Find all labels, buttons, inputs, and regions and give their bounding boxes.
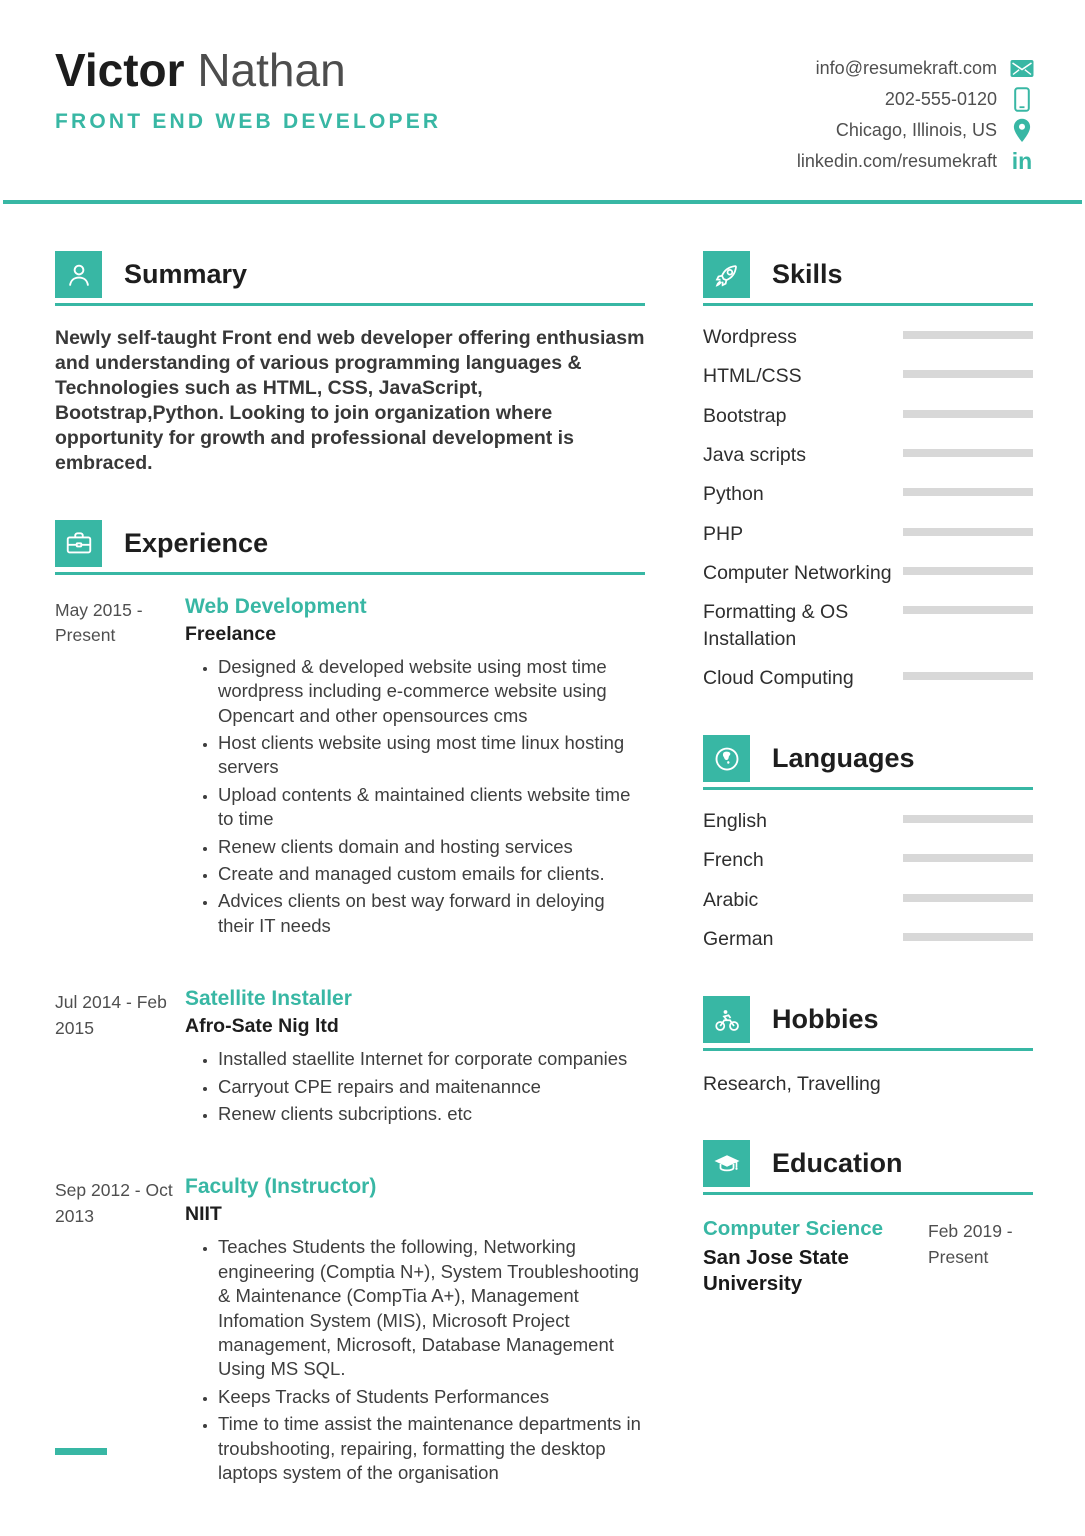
skill-row (703, 560, 1033, 586)
summary-section (55, 251, 645, 476)
job-bullet: • Create and managed custom emails for clients. (218, 862, 645, 886)
job-bullet: • Renew clients domain and hosting services (218, 835, 645, 859)
job-bullet: • Advices clients on best way forward in deloying their IT needs (218, 889, 645, 938)
hobbies-underline (703, 1048, 1033, 1051)
education-section-head (703, 1140, 1033, 1187)
skill-label: Java scripts (703, 443, 806, 466)
header (0, 0, 1085, 173)
contact-email-text: info@resumekraft.com (815, 57, 997, 78)
envelope-icon (1009, 56, 1035, 80)
languages-title: Languages (772, 743, 915, 774)
job-title: FRONT END WEB DEVELOPER (55, 110, 442, 134)
briefcase-icon (55, 520, 102, 567)
experience-section-head (55, 520, 645, 567)
skill-row (703, 442, 1033, 468)
globe-icon (703, 735, 750, 782)
job-bullet: • Keeps Tracks of Students Performances (218, 1385, 645, 1409)
job-bullet: • Designed & developed website using most time wordpress including e-commerce website using Opencart and other opensources cms (218, 655, 645, 728)
contact-location-text: Chicago, Illinois, US (835, 119, 997, 140)
education-dates: Feb 2019 - Present (928, 1221, 1013, 1267)
hobbies-title: Hobbies (772, 1004, 879, 1035)
skill-label: Cloud Computing (703, 666, 854, 689)
languages-list (703, 808, 1033, 952)
job-bullet: • Host clients website using most time linux hosting servers (218, 731, 645, 780)
skill-label: Computer Networking (703, 561, 892, 584)
job-dates: Sep 2012 - Oct 2013 (55, 1180, 173, 1226)
education-entry (703, 1217, 1033, 1296)
skill-bar (903, 606, 1033, 614)
job-role: Satellite Installer (185, 987, 352, 1011)
job-bullet: • Teaches Students the following, Networking engineering (Comptia N+), System Troubleshooting & Maintenance (CompTia A+), Management Infomation System (MIS), Microsoft Project management, Microsoft, Database Management Using MS SQL. (218, 1235, 645, 1381)
language-bar (903, 854, 1033, 862)
experience-entry (55, 1175, 645, 1488)
job-bullet: • Upload contents & maintained clients website time to time (218, 783, 645, 832)
skills-section-head (703, 251, 1033, 298)
job-dates: May 2015 - Present (55, 599, 143, 646)
education-degree: Computer Science (703, 1217, 883, 1241)
skill-row (703, 481, 1033, 507)
languages-section (703, 735, 1033, 952)
skill-row (703, 665, 1033, 691)
skills-list (703, 324, 1033, 691)
language-label: French (703, 849, 764, 872)
experience-underline (55, 572, 645, 575)
skill-label: HTML/CSS (703, 365, 802, 388)
education-section (703, 1140, 1033, 1296)
skill-row (703, 324, 1033, 350)
contact-linkedin[interactable] (797, 149, 1035, 173)
summary-section-head (55, 251, 645, 298)
skills-underline (703, 303, 1033, 306)
first-name: Victor (55, 44, 185, 96)
experience-entry (55, 595, 645, 941)
graduation-cap-icon (703, 1140, 750, 1187)
experience-section (55, 520, 645, 1489)
linkedin-icon: in (1011, 147, 1033, 174)
job-role: Faculty (Instructor) (185, 1175, 377, 1199)
skill-bar (903, 449, 1033, 457)
job-company: Freelance (185, 622, 277, 645)
contact-phone[interactable] (797, 87, 1035, 111)
job-bullet-list (185, 655, 645, 938)
language-label: German (703, 928, 774, 951)
skills-section (703, 251, 1033, 691)
language-label: Arabic (703, 888, 759, 911)
language-label: English (703, 810, 767, 833)
job-bullet: • Renew clients subcriptions. etc (218, 1102, 645, 1126)
summary-title: Summary (124, 259, 248, 289)
skill-label: Wordpress (703, 326, 797, 348)
skill-label: Bootstrap (703, 404, 787, 427)
skill-row (703, 403, 1033, 429)
education-title: Education (772, 1148, 903, 1179)
languages-underline (703, 787, 1033, 790)
job-company: NIIT (185, 1203, 222, 1226)
skill-label: Python (703, 483, 764, 506)
job-bullet: • Time to time assist the maintenance departments in troubshooting, repairing, formatting the desktop laptops system of the organisation (218, 1412, 645, 1485)
contact-linkedin-text: linkedin.com/resumekraft (796, 150, 997, 171)
education-underline (703, 1192, 1033, 1195)
skill-label: Formatting & OS Installation (703, 601, 849, 650)
education-main (703, 1217, 928, 1296)
job-bullet: • Carryout CPE repairs and maitenannce (218, 1075, 645, 1099)
hobbies-section (703, 996, 1033, 1096)
experience-entry (55, 987, 645, 1129)
skill-bar (903, 528, 1033, 536)
last-name: Nathan (197, 44, 346, 96)
language-row (703, 847, 1033, 873)
job-dates: Jul 2014 - Feb 2015 (55, 992, 167, 1038)
job-bullet-list (185, 1047, 645, 1126)
languages-section-head (703, 735, 1033, 782)
summary-underline (55, 303, 645, 306)
language-row (703, 926, 1033, 952)
contact-phone-text: 202-555-0120 (884, 88, 997, 109)
language-bar (903, 815, 1033, 823)
job-body (185, 595, 645, 941)
contact-location[interactable] (797, 118, 1035, 142)
skill-row (703, 599, 1033, 652)
language-bar (903, 933, 1033, 941)
language-row (703, 887, 1033, 913)
language-bar (903, 894, 1033, 902)
summary-text: Newly self-taught Front end web developer offering enthusiasm and understanding of various programming languages & Technologies such as HTML, CSS, JavaScript, Bootstrap,Python. Looking to join organization where opportunity for growth and professional development is embraced. (55, 327, 645, 474)
skill-bar (903, 370, 1033, 378)
skill-bar (903, 410, 1033, 418)
hobbies-text: Research, Travelling (703, 1073, 881, 1096)
education-school: San Jose State University (703, 1246, 849, 1295)
name-block (55, 46, 441, 173)
job-company: Afro-Sate Nig ltd (185, 1015, 339, 1038)
skill-bar (903, 488, 1033, 496)
skill-bar (903, 672, 1033, 680)
content-columns (0, 204, 1085, 1532)
job-body (185, 987, 645, 1129)
skills-title: Skills (772, 259, 843, 289)
location-pin-icon (1009, 118, 1035, 142)
page-title (55, 46, 441, 94)
contact-email[interactable] (797, 56, 1035, 80)
job-body (185, 1175, 645, 1488)
right-column (703, 251, 1033, 1532)
skill-bar (903, 331, 1033, 339)
job-role: Web Development (185, 594, 367, 618)
skill-row (703, 363, 1033, 389)
job-bullet-list (185, 1235, 645, 1485)
language-row (703, 808, 1033, 834)
footer-page-mark (55, 1448, 107, 1455)
left-column (55, 251, 645, 1532)
hobbies-section-head (703, 996, 1033, 1043)
cyclist-icon (703, 996, 750, 1043)
skill-bar (903, 567, 1033, 575)
phone-icon (1009, 87, 1035, 111)
rocket-icon (703, 251, 750, 298)
person-icon (55, 251, 102, 298)
skill-row (703, 521, 1033, 547)
contact-block (797, 46, 1035, 173)
experience-title: Experience (124, 527, 269, 558)
job-bullet: • Installed staellite Internet for corporate companies (218, 1047, 645, 1071)
skill-label: PHP (703, 522, 744, 545)
